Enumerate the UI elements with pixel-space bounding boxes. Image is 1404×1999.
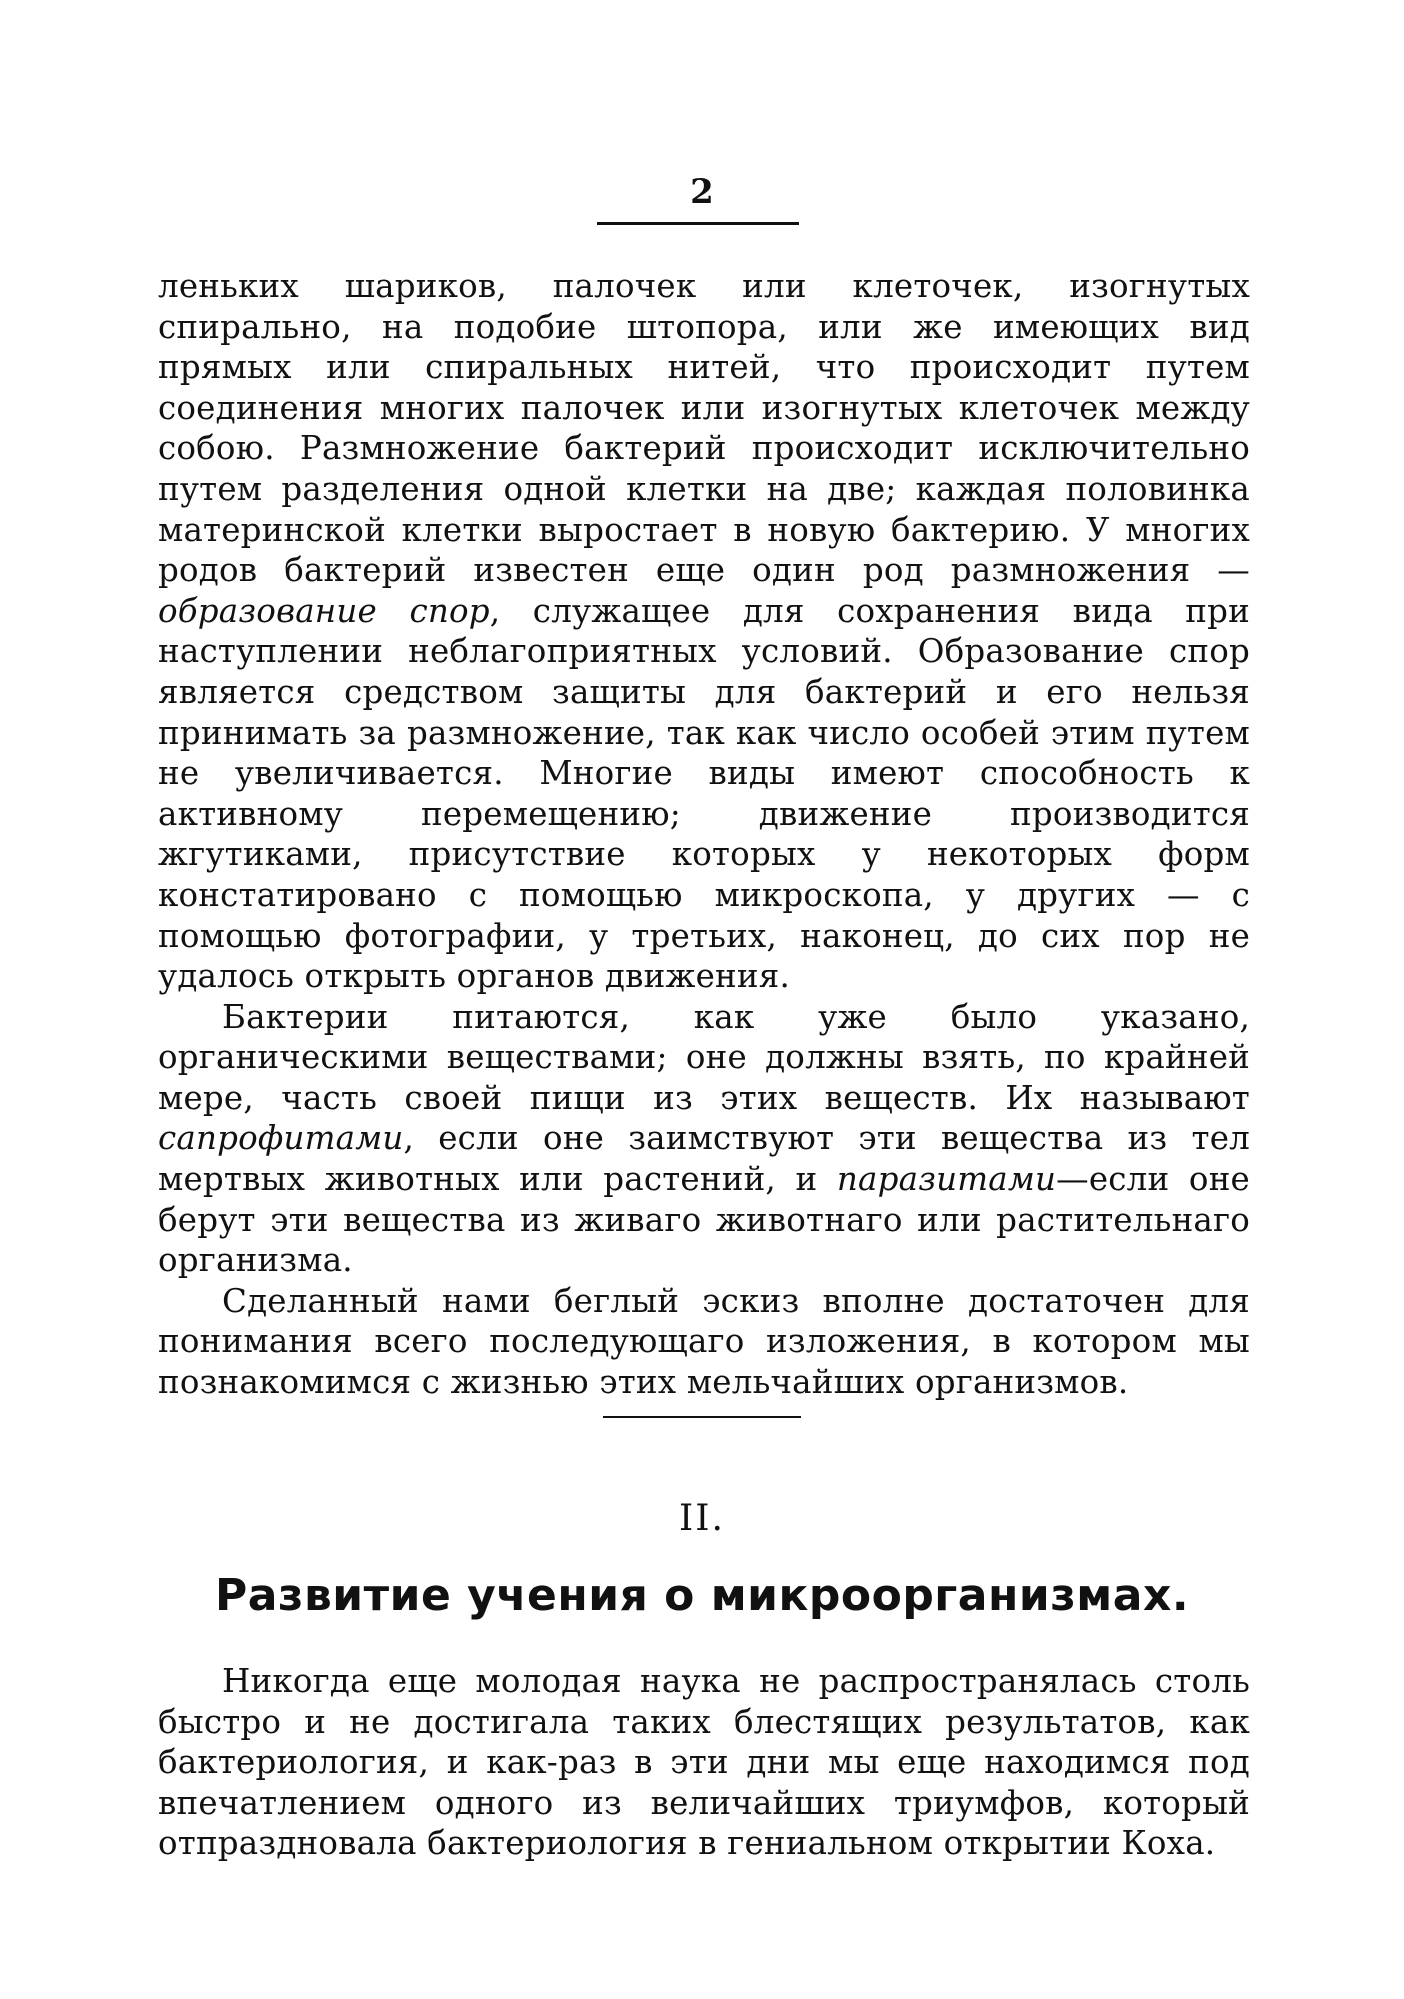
section-divider-rule <box>603 1416 801 1418</box>
chapter-numeral: II. <box>679 1498 725 1539</box>
chapter-title: Развитие учения о микроорганизмах. <box>214 1570 1190 1621</box>
section-1-text <box>158 266 1250 1403</box>
paragraph-2-emphasis-saprophytes: сапрофитами <box>158 1119 404 1158</box>
paragraph-1-emphasis: образование спор <box>158 591 490 630</box>
paragraph-1 <box>158 266 1250 997</box>
paragraph-3: Сделанный нами беглый эскиз вполне достаточен для понимания всего последующаго изложения, в котором мы познакомимся с жизнью этих мельчайших организмов. <box>158 1281 1250 1402</box>
paragraph-2-text-a: Бактерии питаются, как уже было указано, органическими веществами; оне должны взять, по крайней мере, часть своей пищи из этих веществ. Их называют <box>158 997 1250 1117</box>
paragraph-2 <box>158 997 1250 1281</box>
paragraph-1-text-a: леньких шариков, палочек или клеточек, изогнутых спирально, на подобие штопора, или же имеющих вид прямых или спиральных нитей, что происходит путем соединения многих палочек или изогнутых клеточек между собою. Размножение бактерий происходит исключительно путем разделения одной клетки на две; каждая половинка материнской клетки выростает в новую бактерию. У многих родов бактерий известен еще один род размножения — <box>158 267 1250 590</box>
page-number: 2 <box>690 172 714 212</box>
paragraph-2-text-c: —если оне берут эти вещества из живаго животнаго или растительнаго организма. <box>158 1160 1250 1280</box>
section-2-text <box>158 1661 1250 1864</box>
paragraph-2-emphasis-parasites: паразитами <box>836 1160 1057 1199</box>
paragraph-2-text-b: , если оне заимствуют эти вещества из тел мертвых животных или растений, и <box>158 1119 1250 1199</box>
header-rule <box>597 222 799 225</box>
paragraph-1-text-b: , служащее для сохранения вида при наступлении неблагоприятных условий. Образование спор является средством защиты для бактерий и его нельзя принимать за размножение, так как число особей этим путем не увеличивается. Многие виды имеют способность к активному перемещению; движение производится жгутиками, присутствие которых у некоторых форм констатировано с помощью микроскопа, у других — с помощью фотографии, у третьих, наконец, до сих пор не удалось открыть органов движения. <box>158 591 1251 996</box>
chapter-paragraph-1: Никогда еще молодая наука не распространялась столь быстро и не достигала таких блестящих результатов, как бактериология, и как-раз в эти дни мы еще находимся под впечатлением одного из величайших триумфов, который отпраздновала бактериология в гениальном открытии Коха. <box>158 1662 1250 1863</box>
